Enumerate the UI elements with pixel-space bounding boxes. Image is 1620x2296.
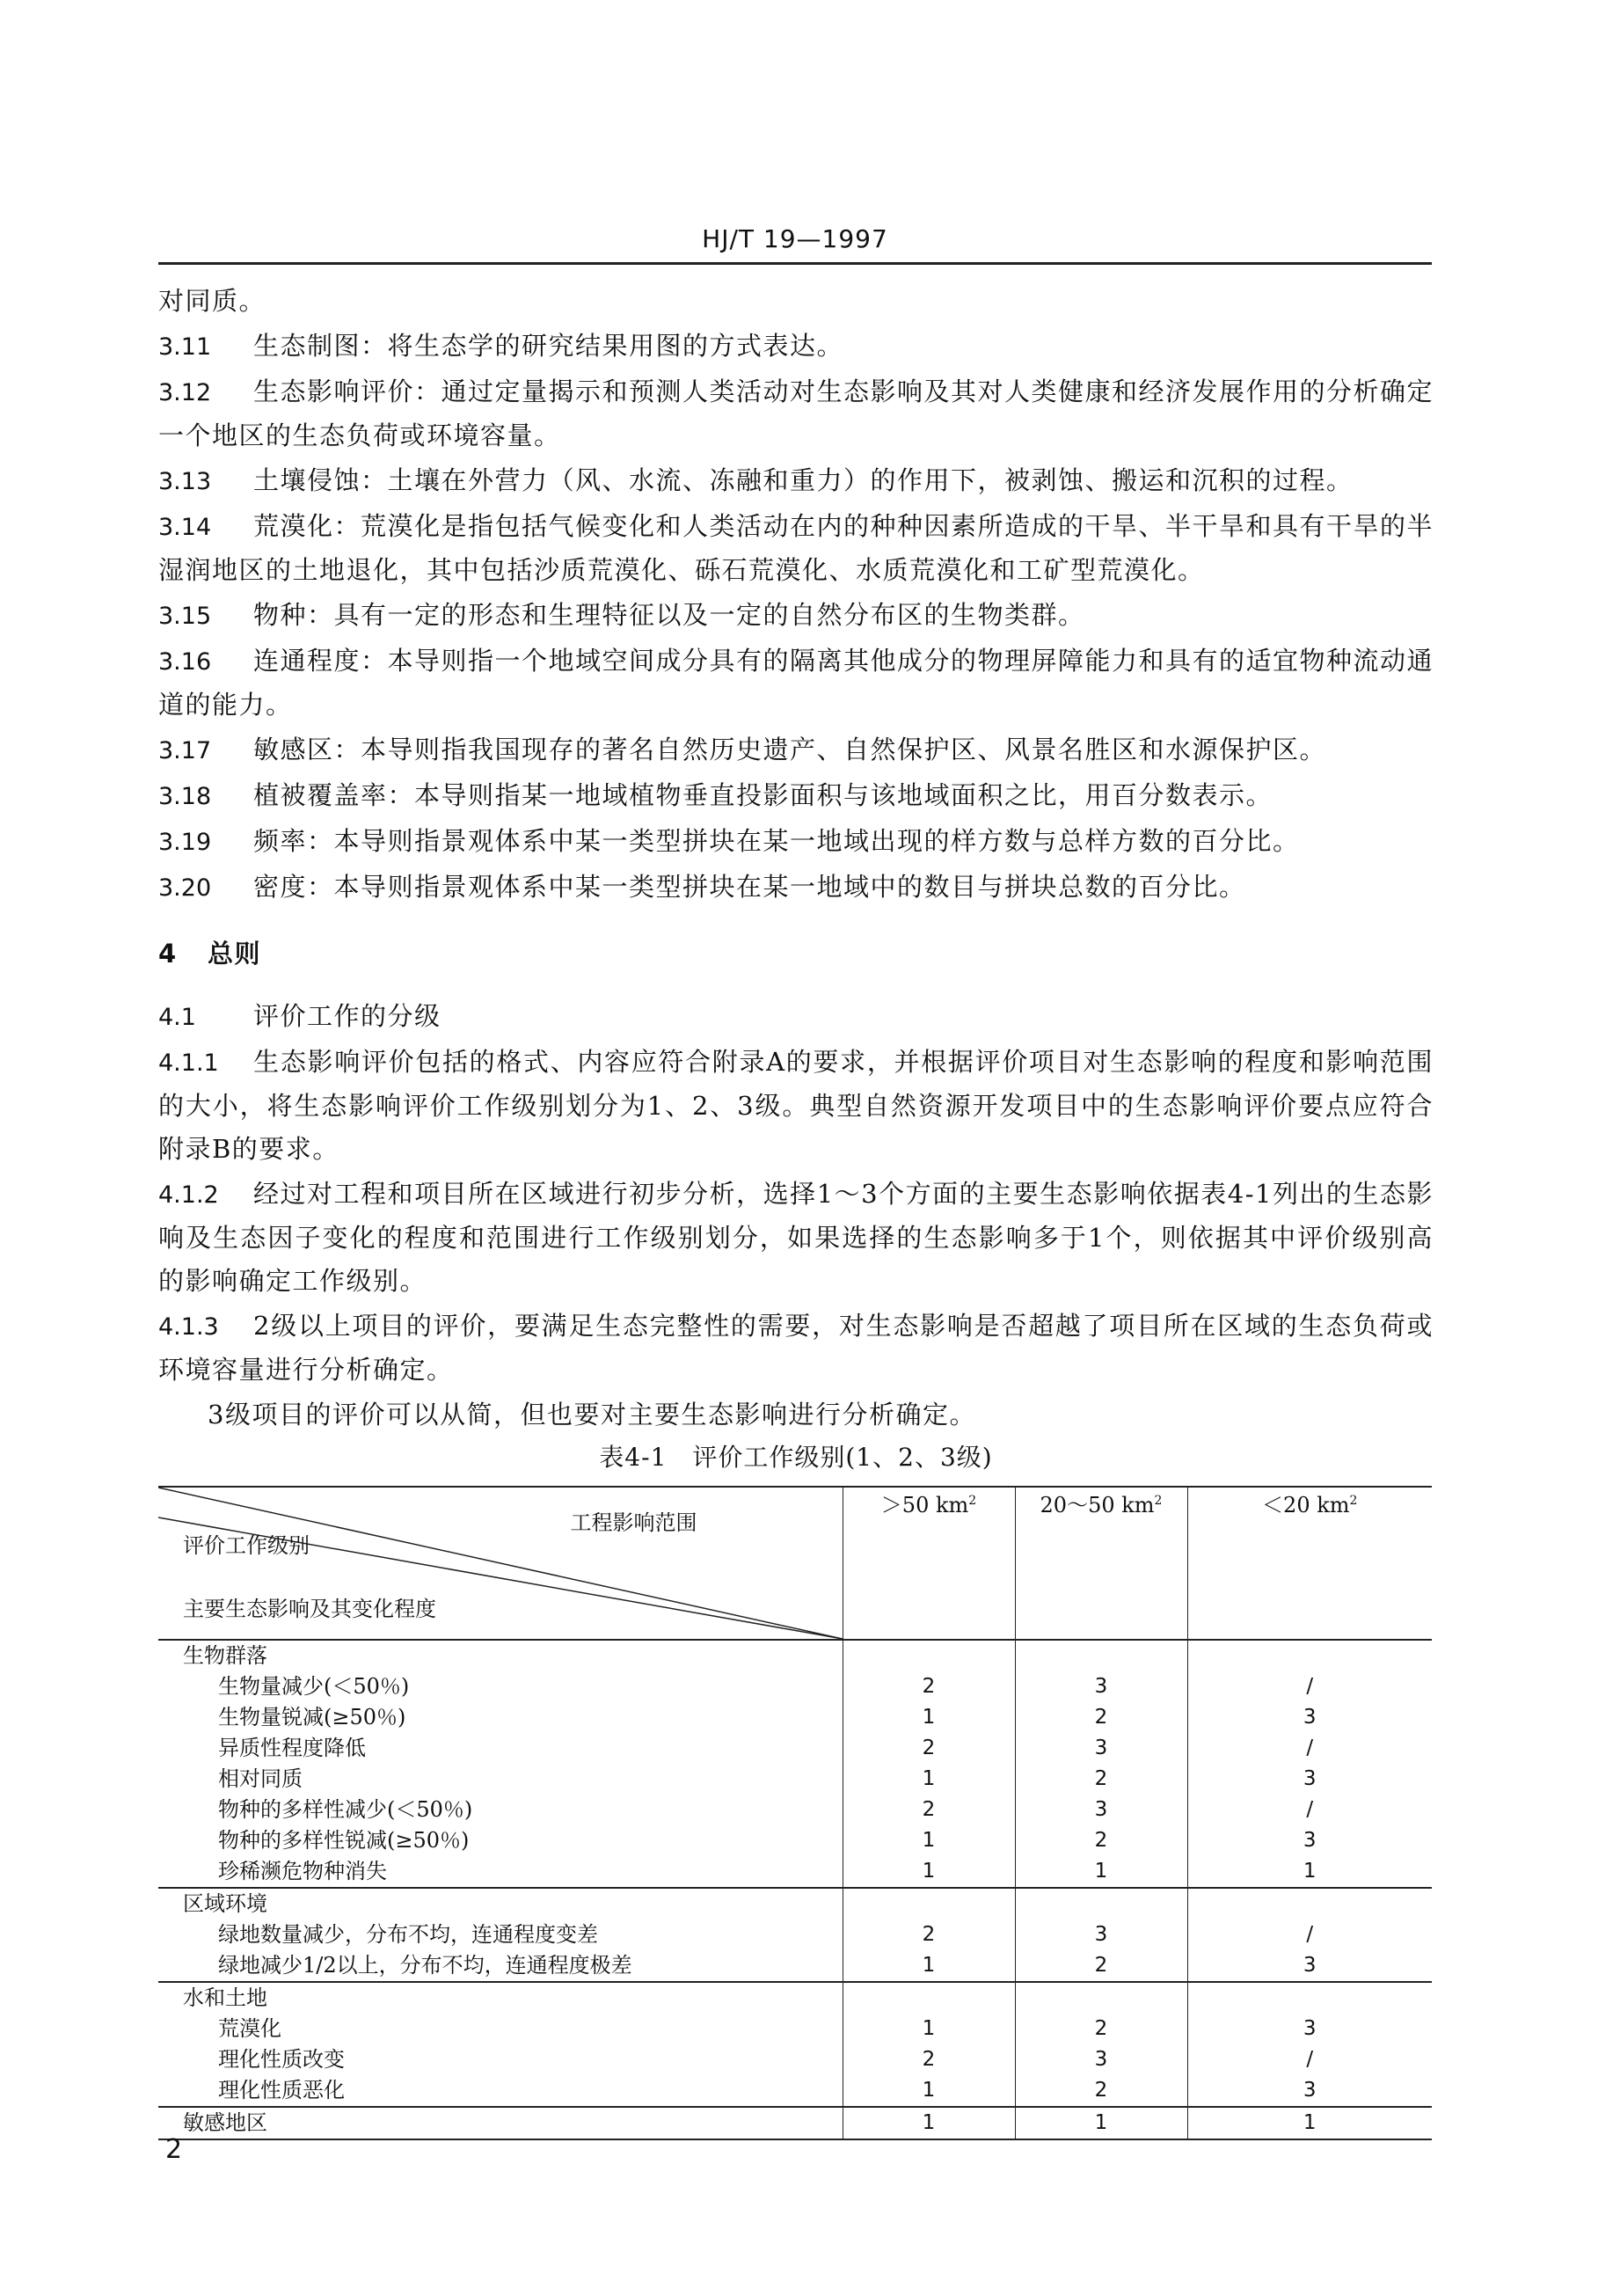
definition-paragraph (158, 594, 1434, 638)
level-value: 3 (1094, 2048, 1108, 2071)
clause-text: 物种：具有一定的形态和生理特征以及一定的自然分布区的生物类群。 (253, 600, 1085, 630)
level-value: / (1306, 1923, 1314, 1946)
level-value: 2 (1094, 1954, 1108, 1977)
level-value: 3 (1094, 1798, 1108, 1821)
level-value: 1 (922, 2017, 936, 2040)
spacer (1188, 1983, 1433, 2014)
level-value: 2 (1094, 2079, 1108, 2102)
diagonal-header-cell (158, 1488, 843, 1639)
level-value: 3 (1303, 1767, 1317, 1790)
group-value-cell (843, 1640, 1015, 1888)
level-value: 1 (922, 2111, 936, 2134)
level-value: 3 (1094, 1923, 1108, 1946)
level-value: 1 (1303, 2111, 1317, 2134)
row-label: 物种的多样性锐减(≥50％) (218, 1828, 470, 1853)
spacer (1188, 1641, 1433, 1671)
standard-code: HJ/T 19—1997 (702, 224, 888, 253)
definition-paragraph (158, 640, 1434, 727)
clause-text: 生态影响评价：通过定量揭示和预测人类活动对生态影响及其对人类健康和经济发展作用的分析确定一个地区的生态负荷或环境容量。 (158, 377, 1434, 450)
value-cell (1187, 2107, 1432, 2139)
clause-number: 3.20 (158, 874, 212, 902)
clause-text: 经过对工程和项目所在区域进行初步分析，选择1～3个方面的主要生态影响依据表4-1列出的生态影响及生态因子变化的程度和范围进行工作级别划分，如果选择的生态影响多于1个，则依据其中评价级别高的影响确定工作级别。 (158, 1179, 1434, 1296)
group-value-cell (1015, 1982, 1187, 2107)
spacer (843, 1889, 1015, 1919)
column-header (1187, 1487, 1432, 1640)
level-value: 2 (1094, 2017, 1108, 2040)
unit-superscript: 2 (968, 1494, 977, 1508)
clause-text: 植被覆盖率：本导则指某一地域植物垂直投影面积与该地域面积之比，用百分数表示。 (253, 780, 1273, 810)
row-label: 相对同质 (218, 1766, 303, 1791)
clause-number: 3.16 (158, 648, 212, 676)
subsection-title: 评价工作的分级 (253, 1001, 441, 1031)
table-caption: 表4-1 评价工作级别(1、2、3级) (599, 1443, 993, 1472)
column-label: 20～50 km (1040, 1493, 1155, 1517)
level-value: / (1306, 1798, 1314, 1821)
clause-text: 土壤侵蚀：土壤在外营力（风、水流、冻融和重力）的作用下，被剥蚀、搬运和沉积的过程。 (253, 465, 1354, 495)
group-value-cell (1187, 1640, 1432, 1888)
column-header (1015, 1487, 1187, 1640)
group-value-cell (1015, 1888, 1187, 1982)
spacer (843, 1641, 1015, 1671)
column-header (843, 1487, 1015, 1640)
clause-number: 3.15 (158, 603, 212, 630)
row-label: 荒漠化 (218, 2016, 281, 2041)
clause-number: 3.18 (158, 783, 212, 810)
header-main-impact: 主要生态影响及其变化程度 (183, 1597, 436, 1621)
row-label: 异质性程度降低 (218, 1736, 366, 1760)
spacer (1016, 1983, 1187, 2014)
clause-number: 4.1.1 (158, 1049, 219, 1077)
group-label-cell (158, 1982, 843, 2107)
clause-number: 3.19 (158, 829, 212, 856)
group-value-cell (843, 1982, 1015, 2107)
clause-text: 敏感区：本导则指我国现存的著名自然历史遗产、自然保护区、风景名胜区和水源保护区。 (253, 735, 1327, 764)
level-value: / (1306, 2048, 1314, 2071)
table-header-row (158, 1487, 1432, 1640)
level-value: / (1306, 1675, 1314, 1698)
spacer (1016, 1641, 1187, 1671)
group-title: 水和土地 (183, 1985, 267, 2010)
spacer (843, 1983, 1015, 2014)
clause-number: 3.17 (158, 737, 212, 764)
level-value: 3 (1094, 1675, 1108, 1698)
group-value-cell (1187, 1888, 1432, 1982)
clause-number: 3.13 (158, 468, 212, 495)
value-cell (843, 2107, 1015, 2139)
level-value: 3 (1303, 1829, 1317, 1852)
group-value-cell (1187, 1982, 1432, 2107)
definition-paragraph (158, 280, 1434, 323)
spacer (1188, 1889, 1433, 1919)
clause-text: 荒漠化：荒漠化是指包括气候变化和人类活动在内的种种因素所造成的干旱、半干旱和具有干旱的半湿润地区的土地退化，其中包括沙质荒漠化、砾石荒漠化、水质荒漠化和工矿型荒漠化。 (158, 511, 1434, 585)
level-value: 1 (922, 1860, 936, 1883)
definition-paragraph (158, 728, 1434, 772)
row-label: 理化性质改变 (218, 2047, 345, 2072)
row-label: 物种的多样性减少(＜50％) (218, 1797, 473, 1822)
level-value: / (1306, 1737, 1314, 1759)
page-header (158, 218, 1432, 265)
definitions-list (158, 280, 1434, 910)
definition-paragraph (158, 866, 1434, 910)
definition-paragraph (158, 325, 1434, 369)
level-value: 1 (922, 1829, 936, 1852)
page-number: 2 (165, 2134, 183, 2165)
level-value: 1 (922, 1767, 936, 1790)
level-value: 2 (922, 1798, 936, 1821)
clause-text: 频率：本导则指景观体系中某一类型拼块在某一地域出现的样方数与总样方数的百分比。 (253, 826, 1300, 856)
column-label: ＜20 km (1262, 1493, 1350, 1517)
level-value: 2 (922, 2048, 936, 2071)
level-value: 3 (1303, 1706, 1317, 1729)
level-value: 1 (922, 2079, 936, 2102)
level-value: 3 (1303, 2017, 1317, 2040)
unit-superscript: 2 (1154, 1494, 1163, 1508)
document-body (158, 280, 1434, 2140)
clause-text: 生态制图：将生态学的研究结果用图的方式表达。 (253, 331, 844, 361)
clause-number: 3.11 (158, 333, 212, 361)
header-impact-range: 工程影响范围 (570, 1510, 697, 1535)
level-value: 2 (922, 1675, 936, 1698)
clause-4-1-3-continued: 3级项目的评价可以从简，但也要对主要生态影响进行分析确定。 (208, 1400, 976, 1430)
row-label: 理化性质恶化 (218, 2078, 345, 2102)
spacer (1016, 1889, 1187, 1919)
clause-text: 生态影响评价包括的格式、内容应符合附录A的要求，并根据评价项目对生态影响的程度和影响范围的大小，将生态影响评价工作级别划分为1、2、3级。典型自然资源开发项目中的生态影响评价要点应符合附录B的要求。 (158, 1047, 1434, 1164)
column-label: ＞50 km (880, 1493, 969, 1517)
group-title: 区域环境 (183, 1891, 267, 1916)
value-cell (1015, 2107, 1187, 2139)
subsection-number: 4.1 (158, 1004, 196, 1031)
level-value: 3 (1094, 1737, 1108, 1759)
evaluation-level-table (158, 1486, 1432, 2140)
level-value: 2 (1094, 1829, 1108, 1852)
clause-4-1-2 (158, 1173, 1434, 1303)
table-group (158, 1640, 1432, 1888)
clause-number: 4.1.2 (158, 1181, 219, 1209)
level-value: 1 (1094, 1860, 1108, 1883)
clause-number: 3.12 (158, 379, 212, 406)
level-value: 1 (1094, 2111, 1108, 2134)
row-label: 敏感地区 (183, 2110, 267, 2135)
section-number: 4 (158, 939, 178, 969)
group-value-cell (843, 1888, 1015, 1982)
group-title: 生物群落 (183, 1643, 267, 1668)
clause-text: 密度：本导则指景观体系中某一类型拼块在某一地域中的数目与拼块总数的百分比。 (253, 872, 1246, 902)
level-value: 1 (1303, 1860, 1317, 1883)
clause-text: 连通程度：本导则指一个地域空间成分具有的隔离其他成分的物理屏障能力和具有的适宜物种流动通道的能力。 (158, 646, 1434, 720)
clause-number: 4.1.3 (158, 1313, 219, 1341)
group-label-cell (158, 1888, 843, 1982)
header-eval-level: 评价工作级别 (183, 1533, 310, 1558)
table-group (158, 1888, 1432, 1982)
clause-number: 3.14 (158, 514, 212, 541)
level-value: 2 (1094, 1706, 1108, 1729)
level-value: 1 (922, 1706, 936, 1729)
row-label: 绿地减少1/2以上，分布不均，连通程度极差 (218, 1953, 632, 1978)
clause-4-1-1 (158, 1041, 1434, 1171)
row-label: 生物量锐减(≥50％) (218, 1705, 406, 1729)
clause-text: 2级以上项目的评价，要满足生态完整性的需要，对生态影响是否超越了项目所在区域的生态负荷或环境容量进行分析确定。 (158, 1311, 1434, 1385)
level-value: 2 (922, 1737, 936, 1759)
level-value: 3 (1303, 2079, 1317, 2102)
clause-text: 对同质。 (158, 286, 266, 316)
definition-paragraph (158, 774, 1434, 818)
table-row-sensitive-area (158, 2107, 1432, 2139)
definition-paragraph (158, 820, 1434, 864)
level-value: 2 (1094, 1767, 1108, 1790)
subsection-4-1 (158, 995, 1434, 1039)
definition-paragraph (158, 370, 1434, 457)
level-value: 3 (1303, 1954, 1317, 1977)
section-title: 总则 (208, 939, 262, 969)
unit-superscript: 2 (1349, 1494, 1358, 1508)
level-value: 1 (922, 1954, 936, 1977)
group-value-cell (1015, 1640, 1187, 1888)
clause-4-1-3 (158, 1305, 1434, 1392)
row-label: 珍稀濒危物种消失 (218, 1859, 387, 1883)
row-label: 生物量减少(＜50％) (218, 1674, 410, 1699)
level-value: 2 (922, 1923, 936, 1946)
group-label-cell (158, 1640, 843, 1888)
definition-paragraph (158, 505, 1434, 592)
row-label-cell (158, 2107, 843, 2139)
table-group (158, 1982, 1432, 2107)
definition-paragraph (158, 459, 1434, 503)
section-4-heading (158, 932, 1434, 976)
row-label: 绿地数量减少，分布不均，连通程度变差 (218, 1922, 598, 1947)
